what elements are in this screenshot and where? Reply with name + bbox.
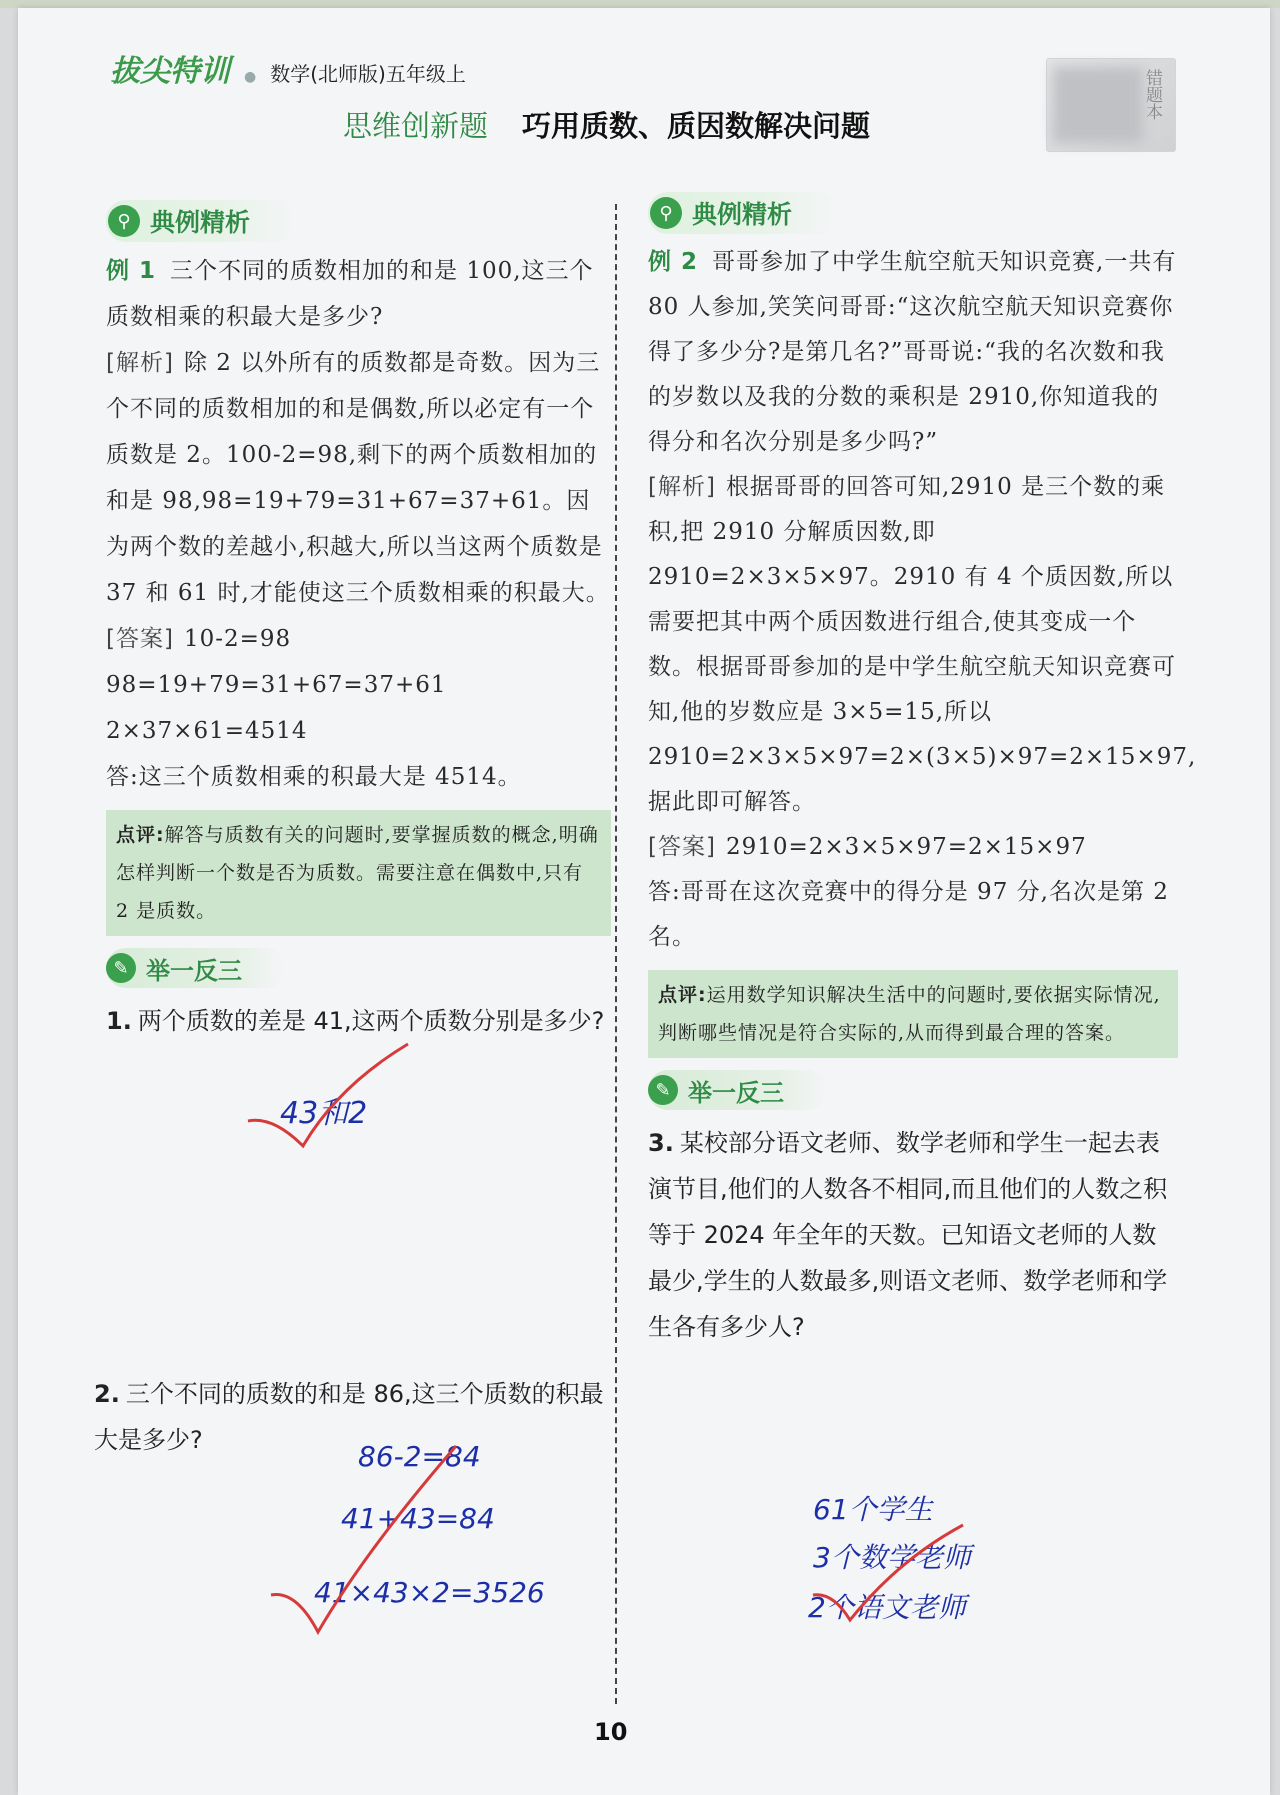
answer-line: 答:这三个质数相乘的积最大是 4514。 xyxy=(106,764,522,790)
right-review xyxy=(658,976,1168,1052)
example2-answer-line1 xyxy=(648,825,1178,870)
right-review-box xyxy=(648,970,1178,1058)
page-number: 10 xyxy=(594,1718,628,1746)
review-text: 运用数学知识解决生活中的问题时,要依据实际情况,判断哪些情况是符合实际的,从而得到最合理的答案。 xyxy=(658,984,1161,1044)
question-3 xyxy=(648,1120,1178,1350)
handwritten-line: 2个语文老师 xyxy=(808,1591,966,1624)
example2-analysis-text: 根据哥哥的回答可知,2910 是三个数的乘积,把 2910 分解质因数,即 2910=2×3×5×97。2910 有 4 个质因数,所以需要把其中两个质因数进行组合,使其变成一个数。根据哥哥参加的是中学生航空航天知识竞赛可知,他的岁数应是 3×5=15,所以 2910=2×3×5×97=2×(3×5)×97=2×15×97,据此即可解答。 xyxy=(648,474,1197,815)
corner-sticker xyxy=(1046,58,1176,152)
analysis-label: [解析] xyxy=(106,350,174,376)
answer-line: 98=19+79=31+67=37+61 xyxy=(106,672,447,698)
example1-answer-line1 xyxy=(106,616,611,662)
pencil-icon: ✎ xyxy=(106,953,136,983)
question-number: 2. xyxy=(94,1380,120,1408)
column-divider xyxy=(615,204,617,1704)
topic-title: 巧用质数、质因数解决问题 xyxy=(522,109,871,143)
answer-line: 10-2=98 xyxy=(183,626,292,652)
handwritten-line: 3个数学老师 xyxy=(813,1541,971,1574)
pencil-icon: ✎ xyxy=(648,1075,678,1105)
workbook-page xyxy=(18,8,1270,1795)
handwritten-line: 61个学生 xyxy=(813,1493,933,1526)
example2-question-text: 哥哥参加了中学生航空航天知识竞赛,一共有 80 人参加,笑笑问哥哥:“这次航空航天知识竞赛你得了多少分?是第几名?”哥哥说:“我的名次数和我的岁数以及我的分数的乘积是 2910,你知道我的得分和名次分别是多少吗?” xyxy=(648,249,1177,455)
example1-question xyxy=(106,248,611,340)
review-label: 点评: xyxy=(116,824,165,846)
practice-label: 举一反三 xyxy=(688,1078,784,1107)
right-column xyxy=(648,192,1197,1350)
question-1-text: 两个质数的差是 41,这两个质数分别是多少? xyxy=(137,1007,605,1035)
question-number: 1. xyxy=(106,1007,132,1035)
title-line xyxy=(343,104,870,145)
red-checkmark-icon xyxy=(243,1036,413,1156)
example1-analysis xyxy=(106,340,611,616)
example1-question-text: 三个不同的质数相加的和是 100,这三个质数相乘的积最大是多少? xyxy=(106,258,594,330)
left-section-label: 典例精析 xyxy=(150,208,251,237)
right-section-label: 典例精析 xyxy=(692,200,793,229)
example1-analysis-text: 除 2 以外所有的质数都是奇数。因为三个不同的质数相加的和是偶数,所以必定有一个质数是 2。100-2=98,剩下的两个质数相加的和是 98,98=19+79=31+67=37+61。因为两个数的差越小,积越大,所以当这两个质数是 37 和 61 时,才能使这三个质数相乘的积最大。 xyxy=(106,350,610,606)
red-checkmark-icon xyxy=(808,1520,968,1630)
handwritten-line: 86-2=84 xyxy=(358,1440,481,1473)
left-review-box xyxy=(106,810,611,936)
left-review xyxy=(116,816,601,930)
book-title: 数学(北师版)五年级上 xyxy=(270,62,466,86)
top-edge xyxy=(0,0,1280,8)
review-text: 解答与质数有关的问题时,要掌握质数的概念,明确怎样判断一个数是否为质数。需要注意在偶数中,只有 2 是质数。 xyxy=(116,824,599,922)
practice-label: 举一反三 xyxy=(146,956,242,985)
answer-label: [答案] xyxy=(106,626,174,652)
question-3-text: 某校部分语文老师、数学老师和学生一起去表演节目,他们的人数各不相同,而且他们的人数之积等于 2024 年全年的天数。已知语文老师的人数最少,学生的人数最多,则语文老师、数学老师和学生各有多少人? xyxy=(648,1129,1168,1341)
answer-label: [答案] xyxy=(648,834,716,860)
page-header xyxy=(110,46,466,90)
example1-label: 例 1 xyxy=(106,258,157,284)
answer-line: 2910=2×3×5×97=2×15×97 xyxy=(725,834,1087,860)
section-title: 思维创新题 xyxy=(343,109,489,143)
example2-analysis xyxy=(648,465,1197,825)
separator-dot: ● xyxy=(244,69,257,85)
handwritten-line: 41×43×2=3526 xyxy=(314,1576,545,1609)
right-practice-header xyxy=(648,1070,828,1110)
magnifier-icon: ⚲ xyxy=(650,197,682,229)
magnifier-icon: ⚲ xyxy=(108,205,140,237)
question-2-text: 三个不同的质数的和是 86,这三个质数的积最大是多少? xyxy=(94,1380,604,1454)
answer-line: 答:哥哥在这次竞赛中的得分是 97 分,名次是第 2 名。 xyxy=(648,879,1169,950)
left-practice-header xyxy=(106,948,286,988)
left-section-header xyxy=(106,200,298,242)
handwritten-line: 41+43=84 xyxy=(341,1502,495,1535)
answer-line: 2×37×61=4514 xyxy=(106,718,308,744)
corner-tag: 错题本 xyxy=(1142,69,1162,120)
red-checkmark-icon xyxy=(266,1440,466,1640)
right-section-header xyxy=(648,192,840,234)
blurred-label xyxy=(1053,67,1143,143)
left-column xyxy=(106,200,611,1044)
example2-label: 例 2 xyxy=(648,249,699,275)
analysis-label: [解析] xyxy=(648,474,716,500)
handwritten-answer-q1: 43和2 xyxy=(280,1096,368,1131)
question-number: 3. xyxy=(648,1129,674,1157)
brand-logo: 拔尖特训 xyxy=(110,54,230,89)
example2-question xyxy=(648,240,1178,465)
review-label: 点评: xyxy=(658,984,707,1006)
